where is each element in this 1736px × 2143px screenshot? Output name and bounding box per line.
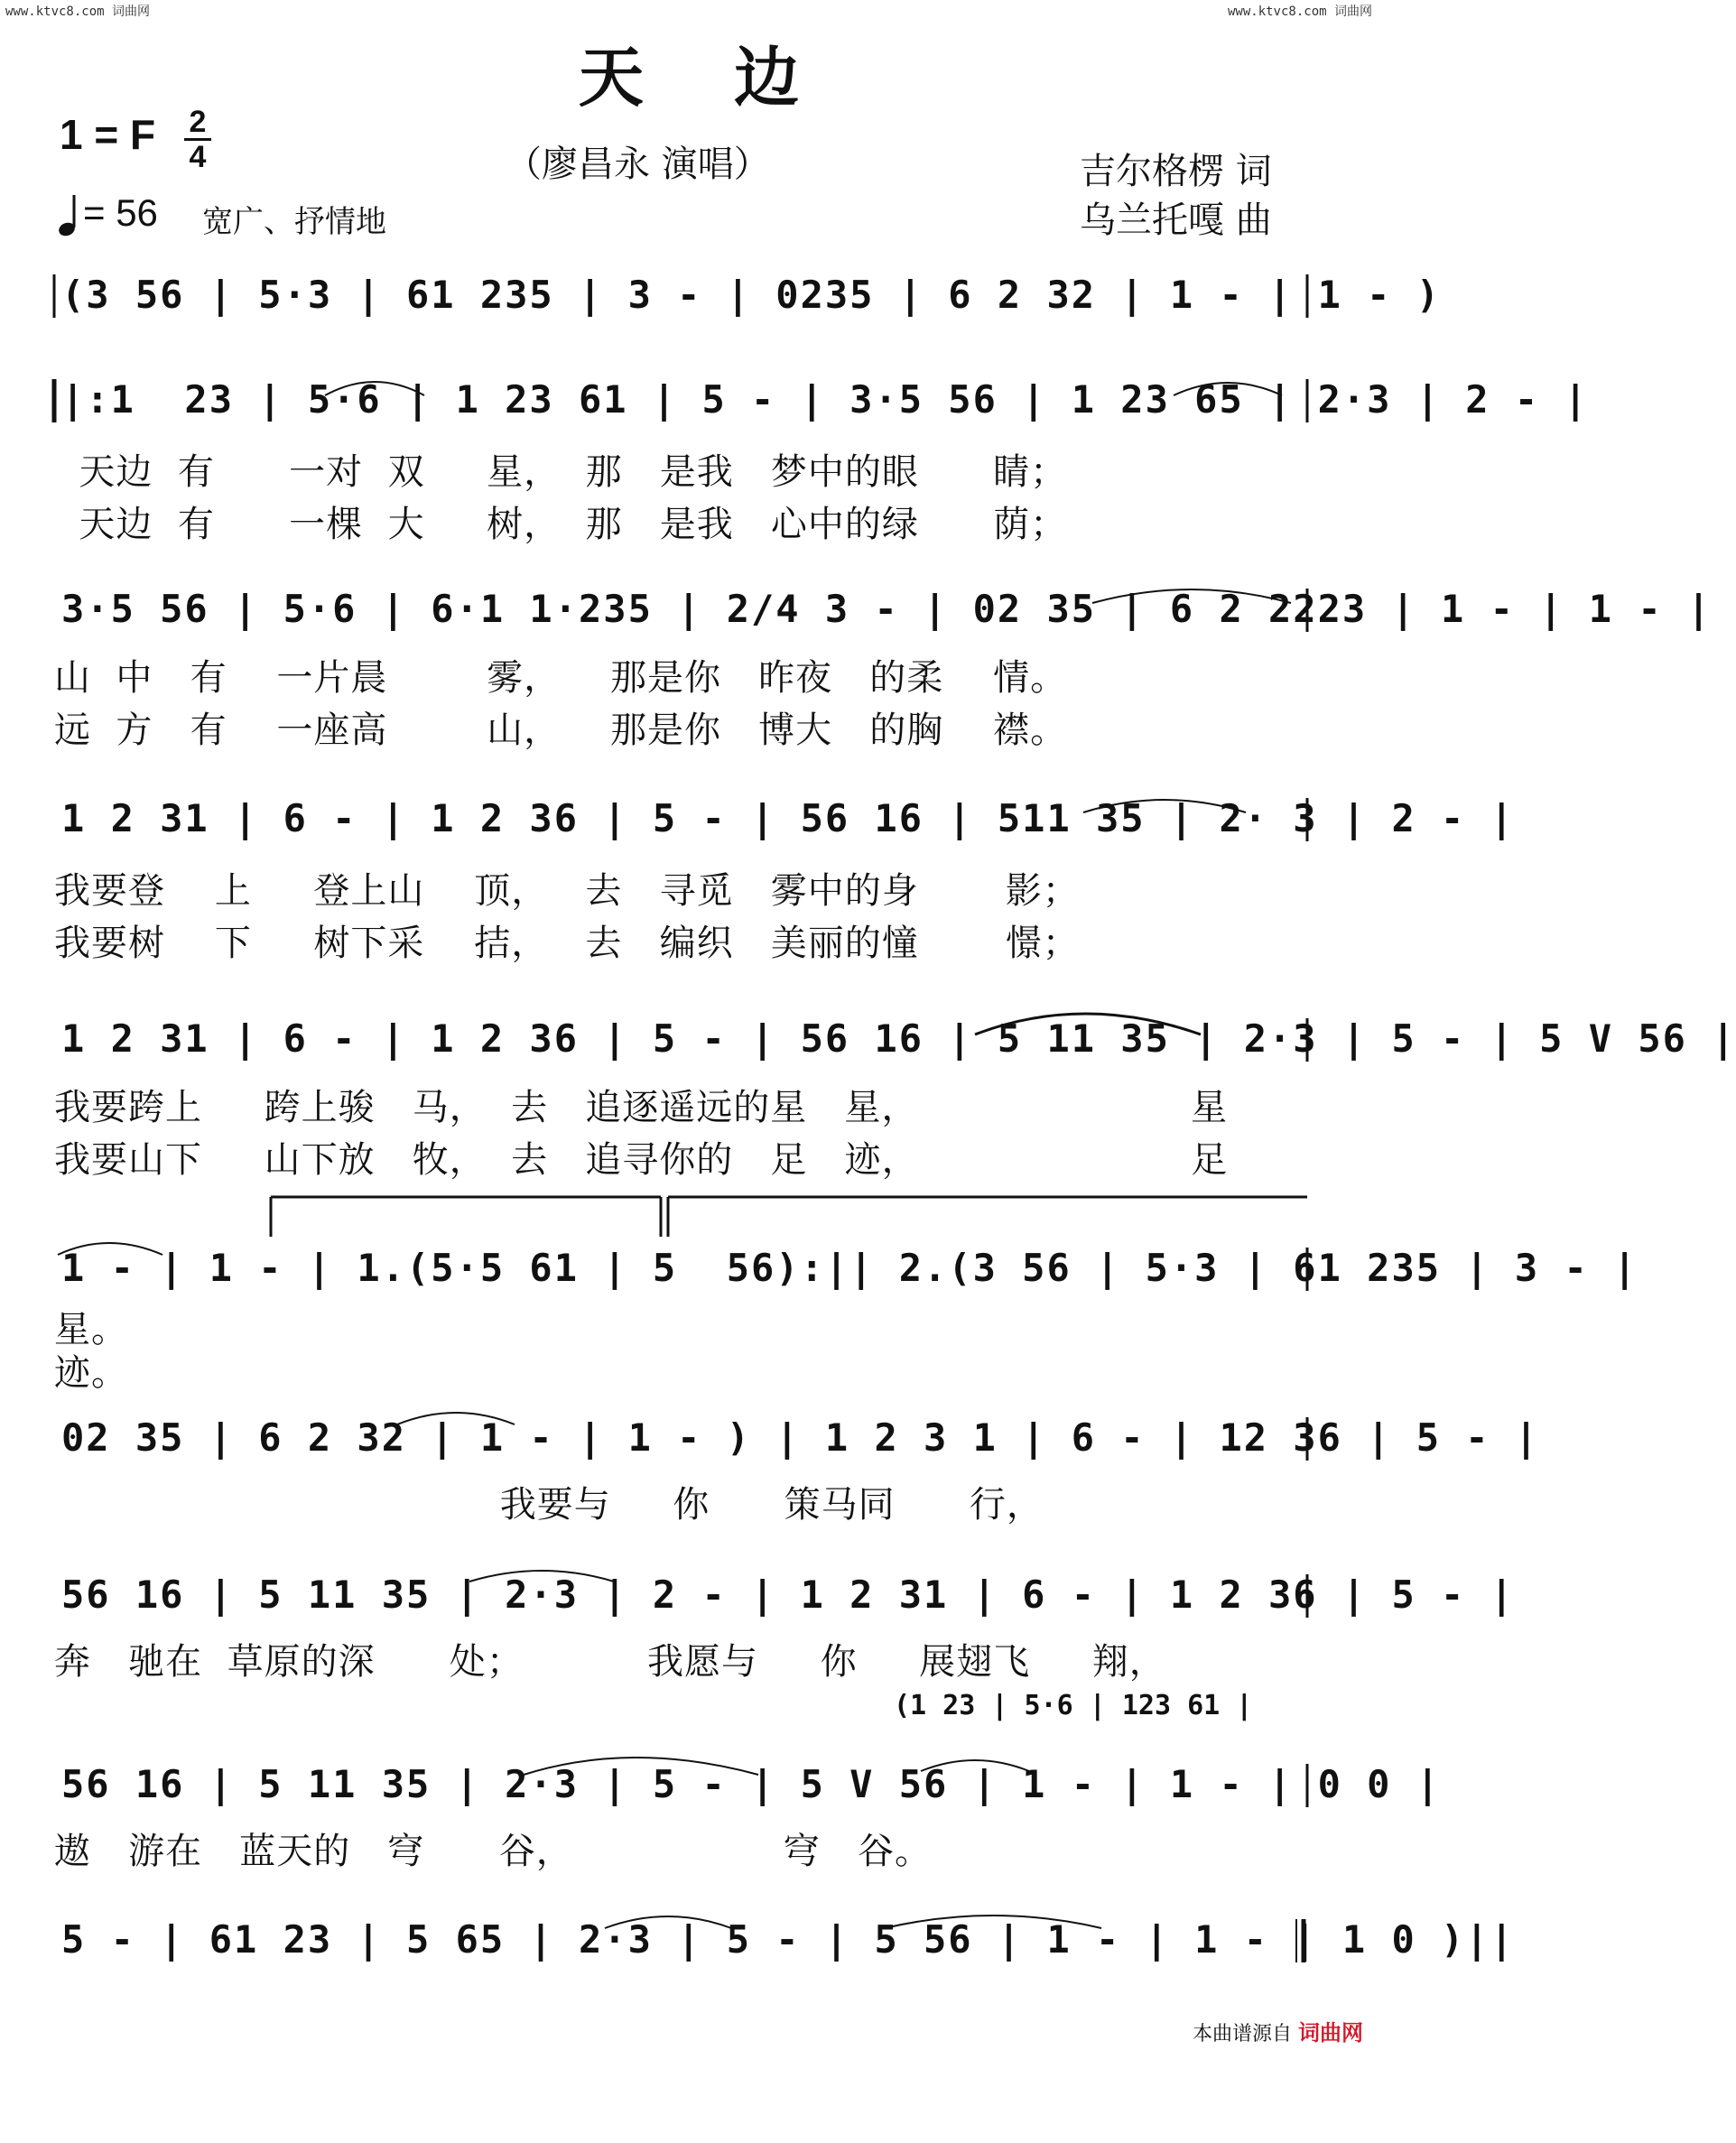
time-signature-bottom: 4	[189, 140, 207, 174]
system-3-notes: 3·5 56 | 5·6 | 6·1 1·235 | 2/4 3 - | 02 35 | 6 2 2223 | 1 - | 1 - |	[61, 587, 1713, 631]
system-4-notes: 1 2 31 | 6 - | 1 2 36 | 5 - | 56 16 | 511 35 | 2· 3 | 2 - |	[61, 796, 1515, 840]
system-2-notes: |:1 23 | 5·6 | 1 23 61 | 5 - | 3·5 56 | 1 23 65 | 2·3 | 2 - |	[61, 377, 1589, 422]
lyrics-ending-2: 迹。	[54, 1352, 128, 1394]
notation-system-2	[54, 359, 1589, 441]
notation-system-3	[54, 569, 1713, 650]
lyrics-ending-1: 星。	[54, 1309, 128, 1350]
lyrics-verse-2-line-4: 我要山下 山下放 牧， 去 追寻你的 足 迹， 足	[54, 1139, 1229, 1181]
lyrics-chorus-line-2: 奔 驰在 草原的深 处； 我愿与 你 展翅飞 翔，	[54, 1641, 1166, 1683]
time-signature	[184, 107, 211, 172]
system-1-notes: (3 56 | 5·3 | 61 235 | 3 - | 0235 | 6 2 32 | 1 - | 1 - )	[61, 273, 1442, 317]
lyrics-verse-1-line-1: 天边 有 一对 双 星， 那 是我 梦中的眼 睛；	[54, 451, 1068, 493]
lyrics-verse-2-line-1: 天边 有 一棵 大 树， 那 是我 心中的绿 荫；	[54, 504, 1068, 545]
source-brand-link[interactable]: 词曲网	[1298, 2020, 1363, 2046]
ossia-notation: (1 23 | 5·6 | 123 61 |	[894, 1690, 1253, 1721]
notation-system-9	[54, 1744, 1442, 1825]
system-6-notes: 1 - | 1 - | 1.(5·5 61 | 5 56):|| 2.(3 56 | 5·3 | 61 235 | 3 - |	[61, 1246, 1639, 1290]
performer: （廖昌永 演唱）	[506, 144, 770, 185]
system-5-notes: 1 2 31 | 6 - | 1 2 36 | 5 - | 56 16 | 5 11 35 | 2·3 | 5 - | 5 V 56 |	[61, 1016, 1736, 1061]
notation-system-10	[54, 1899, 1515, 1981]
quarter-note-icon	[58, 191, 81, 238]
system-8-notes: 56 16 | 5 11 35 | 2·3 | 2 - | 1 2 31 | 6 - | 1 2 36 | 5 - |	[61, 1572, 1515, 1617]
notation-system-5	[54, 998, 1736, 1080]
source-label: 本曲谱源自	[1192, 2023, 1292, 2046]
watermark-top-left: www.ktvc8.com 词曲网	[5, 5, 151, 19]
notation-system-8	[54, 1554, 1515, 1636]
system-10-notes: 5 - | 61 23 | 5 65 | 2·3 | 5 - | 5 56 | 1 - | 1 - | 1 0 )||	[61, 1917, 1515, 1962]
composer: 乌兰托嘎 曲	[1080, 199, 1272, 241]
source-credit	[1193, 2015, 1363, 2046]
notation-system-7	[54, 1397, 1540, 1479]
system-7-notes: 02 35 | 6 2 32 | 1 - | 1 - ) | 1 2 3 1 | 6 - | 12 36 | 5 - |	[61, 1415, 1540, 1460]
time-signature-top: 2	[189, 105, 207, 139]
lyrics-verse-1-line-4: 我要跨上 跨上骏 马， 去 追逐遥远的星 星， 星	[54, 1087, 1229, 1128]
lyrics-verse-1-line-2: 山 中 有 一片晨 雾， 那是你 昨夜 的柔 情。	[54, 657, 1068, 699]
song-title: 天 边	[578, 39, 800, 116]
tempo-expression: 宽广、抒情地	[202, 205, 386, 239]
notation-system-4	[54, 778, 1515, 859]
lyrics-verse-1-line-3: 我要登 上 登上山 顶， 去 寻觅 雾中的身 影；	[54, 870, 1080, 912]
lyrics-chorus-line-1: 我要与 你 策马同 行，	[54, 1484, 1044, 1526]
lyrics-verse-2-line-3: 我要树 下 树下采 拮， 去 编织 美丽的憧 憬；	[54, 923, 1080, 964]
tempo-value: = 56	[83, 191, 158, 234]
lyrics-chorus-line-3: 遨 游在 蓝天的 穹 谷， 穹 谷。	[54, 1831, 933, 1872]
key-signature: 1 = F	[60, 111, 156, 158]
lyrics-verse-2-line-2: 远 方 有 一座高 山， 那是你 博大 的胸 襟。	[54, 710, 1068, 751]
watermark-top-right: www.ktvc8.com 词曲网	[1227, 5, 1372, 19]
notation-system-1	[54, 255, 1442, 336]
lyricist: 吉尔格楞 词	[1080, 151, 1272, 192]
notation-system-6	[54, 1228, 1639, 1309]
system-9-notes: 56 16 | 5 11 35 | 2·3 | 5 - | 5 V 56 | 1 - | 1 - | 0 0 |	[61, 1762, 1442, 1806]
